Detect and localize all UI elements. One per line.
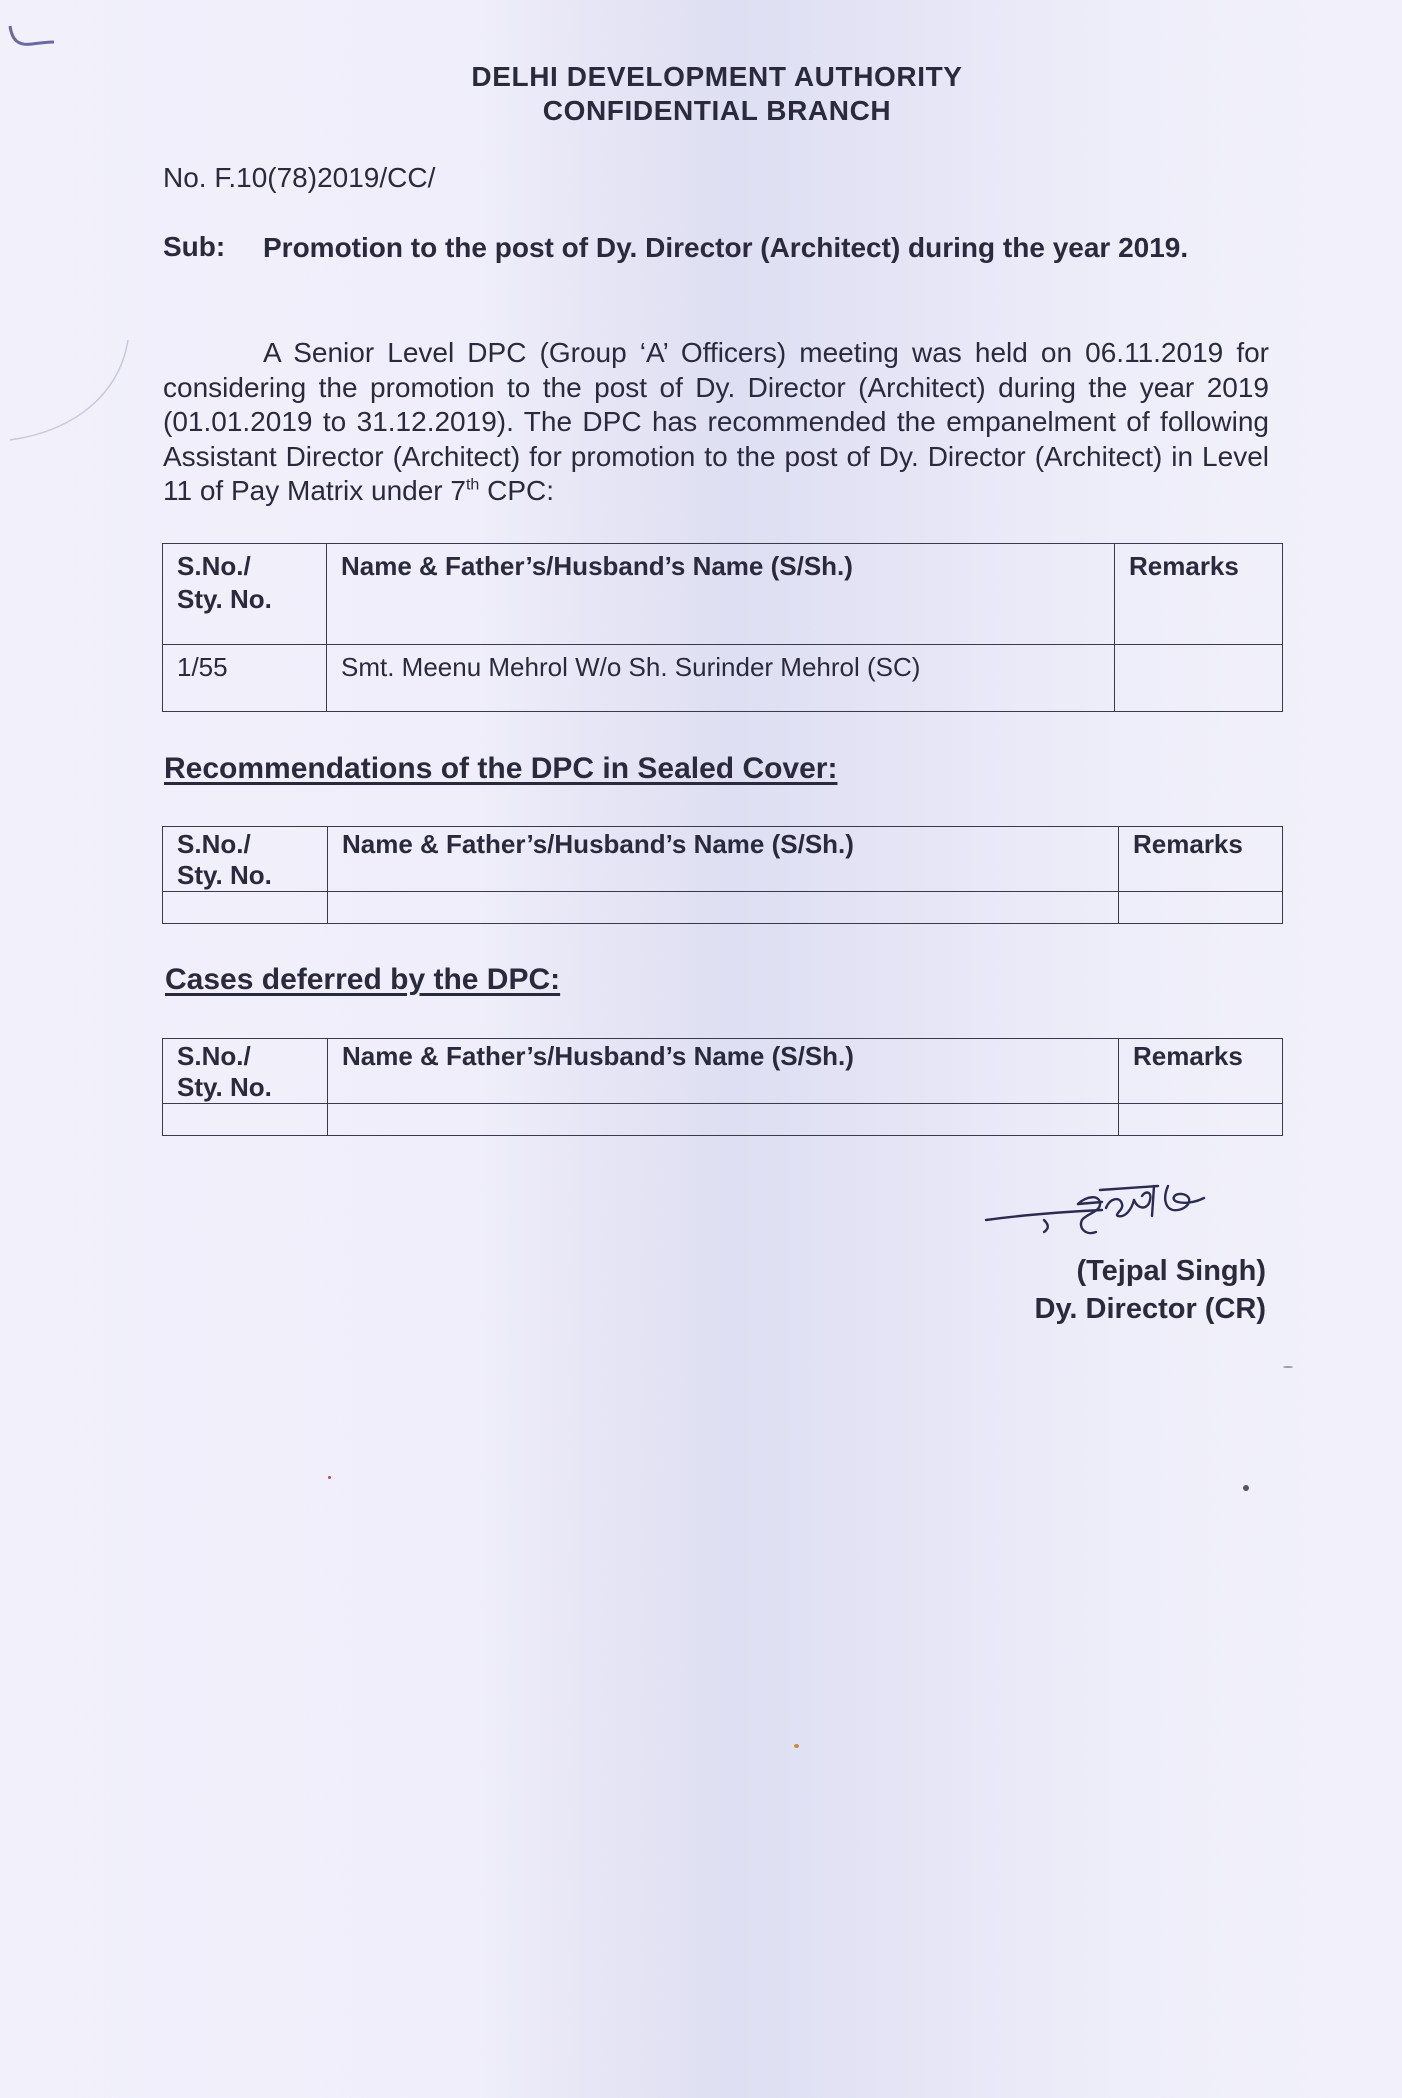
branch-name: CONFIDENTIAL BRANCH	[542, 95, 892, 126]
table-row	[163, 645, 1283, 712]
signatory-designation: Dy. Director (CR)	[1034, 1293, 1266, 1325]
remarks-header-text: Remarks	[1133, 829, 1243, 859]
sno-header-line1: S.No./	[177, 551, 251, 581]
name-header	[328, 1039, 1119, 1104]
name-cell-text: Smt. Meenu Mehrol W/o Sh. Surinder Mehrol (SC)	[341, 652, 921, 682]
remarks-header	[1119, 1039, 1283, 1104]
body-paragraph	[163, 336, 1269, 509]
file-number: No. F.10(78)2019/CC/	[163, 162, 436, 193]
remarks-header	[1115, 544, 1283, 645]
sno-header	[163, 827, 328, 892]
scan-speck	[1243, 1485, 1249, 1491]
deferred-title: Cases deferred by the DPC:	[165, 963, 561, 996]
sno-cell-text: 1/55	[177, 652, 228, 682]
empty-cell	[1119, 1104, 1283, 1136]
empty-cell	[328, 1104, 1119, 1136]
sno-header-line2: Sty. No.	[177, 1072, 272, 1102]
sealed-cover-table	[162, 826, 1283, 924]
sno-header	[163, 544, 327, 645]
name-header-text: Name & Father’s/Husband’s Name (S/Sh.)	[342, 1041, 854, 1071]
organization-name: DELHI DEVELOPMENT AUTHORITY	[471, 61, 963, 92]
remarks-cell-text	[1115, 645, 1282, 651]
scan-speck	[794, 1744, 799, 1748]
remarks-cell	[1115, 645, 1283, 712]
table-header-row	[163, 827, 1283, 892]
deferred-table	[162, 1038, 1283, 1136]
name-header	[327, 544, 1115, 645]
name-header-text: Name & Father’s/Husband’s Name (S/Sh.)	[342, 829, 854, 859]
handwritten-signature	[982, 1160, 1262, 1250]
empty-table-row	[163, 892, 1283, 924]
body-text: A Senior Level DPC (Group ‘A’ Officers) meeting was held on 06.11.2019 for considering the promotion to the post of Dy. Director (Architect) during the year 2019 (01.01.2019 to 31.12.2019). The DPC has recommended the empanelment of following Assistant Director (Architect) for promotion to the post of Dy. Director (Architect) in Level 11 of Pay Matrix under 7	[163, 337, 1269, 506]
sno-header-line2: Sty. No.	[177, 584, 272, 614]
remarks-header-text: Remarks	[1129, 551, 1239, 581]
table-header-row	[163, 1039, 1283, 1104]
sno-header	[163, 1039, 328, 1104]
sno-header-line1: S.No./	[177, 829, 251, 859]
name-header	[328, 827, 1119, 892]
scan-speck	[1283, 1366, 1293, 1368]
empty-cell	[163, 892, 328, 924]
signatory-name: (Tejpal Singh)	[1076, 1255, 1266, 1287]
punch-hole-mark	[0, 320, 140, 460]
scan-speck	[328, 1476, 331, 1479]
sno-cell	[163, 645, 327, 712]
remarks-header	[1119, 827, 1283, 892]
sno-header-line2: Sty. No.	[177, 860, 272, 890]
corner-staple-mark	[4, 20, 64, 70]
table-header-row	[163, 544, 1283, 645]
body-text-end: CPC:	[479, 475, 554, 506]
body-superscript: th	[465, 476, 480, 494]
empty-cell	[328, 892, 1119, 924]
recommended-table	[162, 543, 1283, 712]
subject-text: Promotion to the post of Dy. Director (Architect) during the year 2019.	[263, 232, 1189, 263]
name-cell	[327, 645, 1115, 712]
subject-label: Sub:	[163, 231, 226, 262]
empty-table-row	[163, 1104, 1283, 1136]
sealed-cover-title: Recommendations of the DPC in Sealed Cover:	[164, 752, 838, 785]
remarks-header-text: Remarks	[1133, 1041, 1243, 1071]
name-header-text: Name & Father’s/Husband’s Name (S/Sh.)	[341, 551, 853, 581]
sno-header-line1: S.No./	[177, 1041, 251, 1071]
empty-cell	[163, 1104, 328, 1136]
empty-cell	[1119, 892, 1283, 924]
